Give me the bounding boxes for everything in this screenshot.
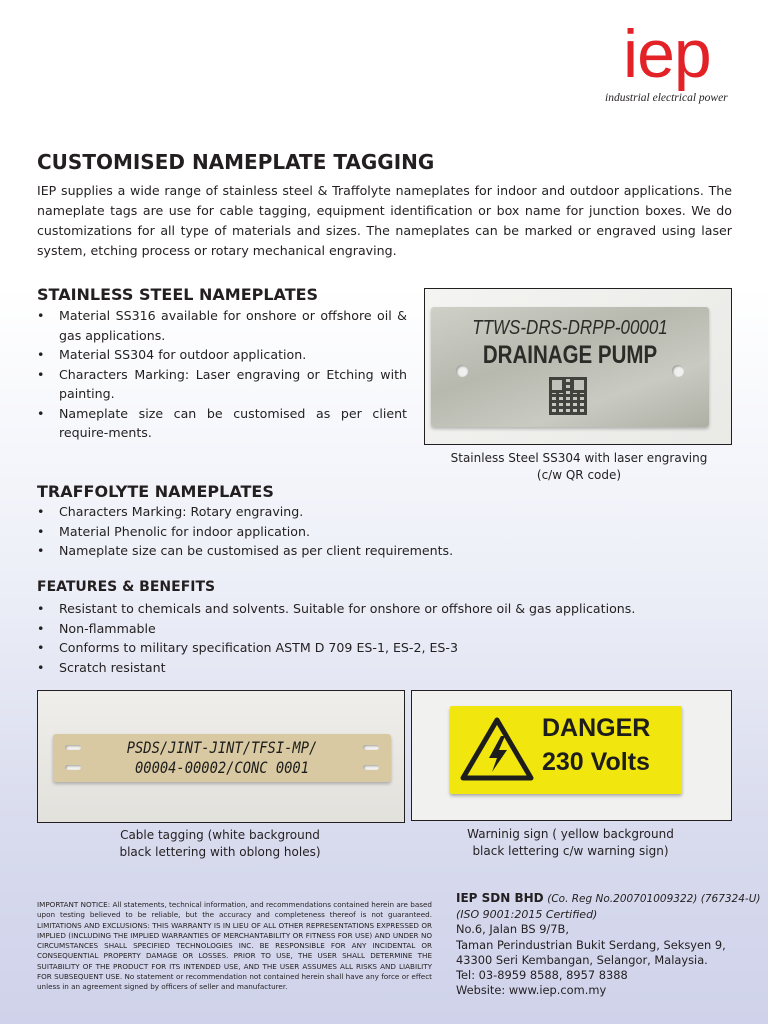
traffolyte-list [37,502,637,561]
stainless-caption [424,450,734,484]
oblong-hole [65,765,81,770]
features-list [37,599,737,677]
legal-notice: IMPORTANT NOTICE: All statements, technical information, and recommendations contained herein are based upon testing believed to be reliable, but the accuracy and completeness thereof is not guaranteed. LIMITATIONS AND EXCLUSIONS: THIS WARRANTY IS IN LIEU OF ALL OTHER REPRESENTATIONS EXPRESSED OR IMPLIED (INCLUDING THE IMPLIED WARRANTIES OF MERCHANTABILITY OR FITNESS FOR USE) AND UNDER NO CIRCUMSTANCES SHALL SPECIFIED TECHNOLOGIES INC. BE RESPONSIBLE FOR ANY INCIDENTAL OR CONSEQUENTIAL PROPERTY DAMAGE OR LOSSES. PRIOR TO USE, THE USER SHALL DETERMINE THE SUITABILITY OF THE PRODUCT FOR ITS INTENDED USE, AND THE USER ASSUMES ALL RISKS AND LIABILITY FOR SUBSEQUENT USE. No statement or recommendation not contained herein shall have any force or effect unless in an agreement signed by officers of seller and manufacturer. [37,900,432,992]
cable-tag-photo [37,690,405,823]
cable-tag-caption [37,827,403,861]
list-item: • Material Phenolic for indoor application. [37,522,637,542]
list-item: • Resistant to chemicals and solvents. Suitable for onshore or offshore oil & gas applications. [37,599,737,619]
oblong-hole [65,745,81,750]
list-item: • Characters Marking: Rotary engraving. [37,502,637,522]
list-item: • Conforms to military specification ASTM D 709 ES-1, ES-2, ES-3 [37,638,737,658]
telephone: Tel: 03-8959 8588, 8957 8388 [456,968,628,983]
logo-wordmark: iep [623,16,711,92]
tag-text-line2: 00004-00002/CONC 0001 [135,758,309,777]
contact-block [456,891,761,998]
plate-text-line2: DRAINAGE PUMP [482,341,658,369]
list-item: • Nameplate size can be customised as per client requirements. [37,541,637,561]
sign-text-line1: DANGER [542,714,651,742]
address-line: No.6, Jalan BS 9/7B, [456,922,569,937]
caption-line: Cable tagging (white background [120,828,320,842]
stainless-heading: STAINLESS STEEL NAMEPLATES [37,285,319,304]
danger-sign-photo [411,690,732,821]
stainless-list [37,306,407,443]
danger-sign-caption [411,826,730,860]
caption-line: black lettering c/w warning sign) [472,844,669,858]
mounting-hole [456,365,468,377]
mounting-hole [672,365,684,377]
stainless-nameplate-photo [424,288,732,445]
traffolyte-heading: TRAFFOLYTE NAMEPLATES [37,482,274,501]
company-name: IEP SDN BHD [456,891,544,905]
sign-text-line2: 230 Volts [542,748,650,776]
page-title: CUSTOMISED NAMEPLATE TAGGING [37,150,435,174]
features-heading: FEATURES & BENEFITS [37,579,216,595]
caption-line: Warninig sign ( yellow background [467,827,674,841]
iso-certification: (ISO 9001:2015 Certified) [456,908,598,922]
oblong-hole [363,765,379,770]
list-item: • Material SS316 available for onshore or offshore oil & gas applications. [37,306,407,345]
caption-line: black lettering with oblong holes) [119,845,321,859]
list-item: • Characters Marking: Laser engraving or Etching with painting. [37,365,407,404]
caption-line: Stainless Steel SS304 with laser engraving [450,451,708,465]
qr-code-icon [549,377,587,415]
list-item: • Nameplate size can be customised as per client require-ments. [37,404,407,443]
intro-paragraph: IEP supplies a wide range of stainless steel & Traffolyte nameplates for indoor and outdoor applications. The nameplate tags are use for cable tagging, equipment identification or box name for junction boxes. We do customizations for all type of materials and sizes. The nameplates can be marked or engraved using laser system, etching process or rotary mechanical engraving. [37,183,732,258]
company-logo [605,16,763,104]
list-item: • Non-flammable [37,619,737,639]
electrical-hazard-icon [460,716,534,782]
logo-tagline: industrial electrical power [605,92,728,104]
oblong-hole [363,745,379,750]
address-line: 43300 Seri Kembangan, Selangor, Malaysia. [456,952,708,967]
website-link[interactable]: Website: www.iep.com.my [456,983,607,998]
list-item: • Scratch resistant [37,658,737,678]
address-line: Taman Perindustrian Bukit Serdang, Seksyen 9, [456,937,726,952]
caption-line: (c/w QR code) [536,468,622,482]
company-registration: (Co. Reg No.200701009322) (767324-U) [547,893,761,905]
plate-text-line1: TTWS-DRS-DRPP-00001 [472,317,668,339]
tag-text-line1: PSDS/JINT-JINT/TFSI-MP/ [126,738,318,757]
list-item: • Material SS304 for outdoor application. [37,345,407,365]
